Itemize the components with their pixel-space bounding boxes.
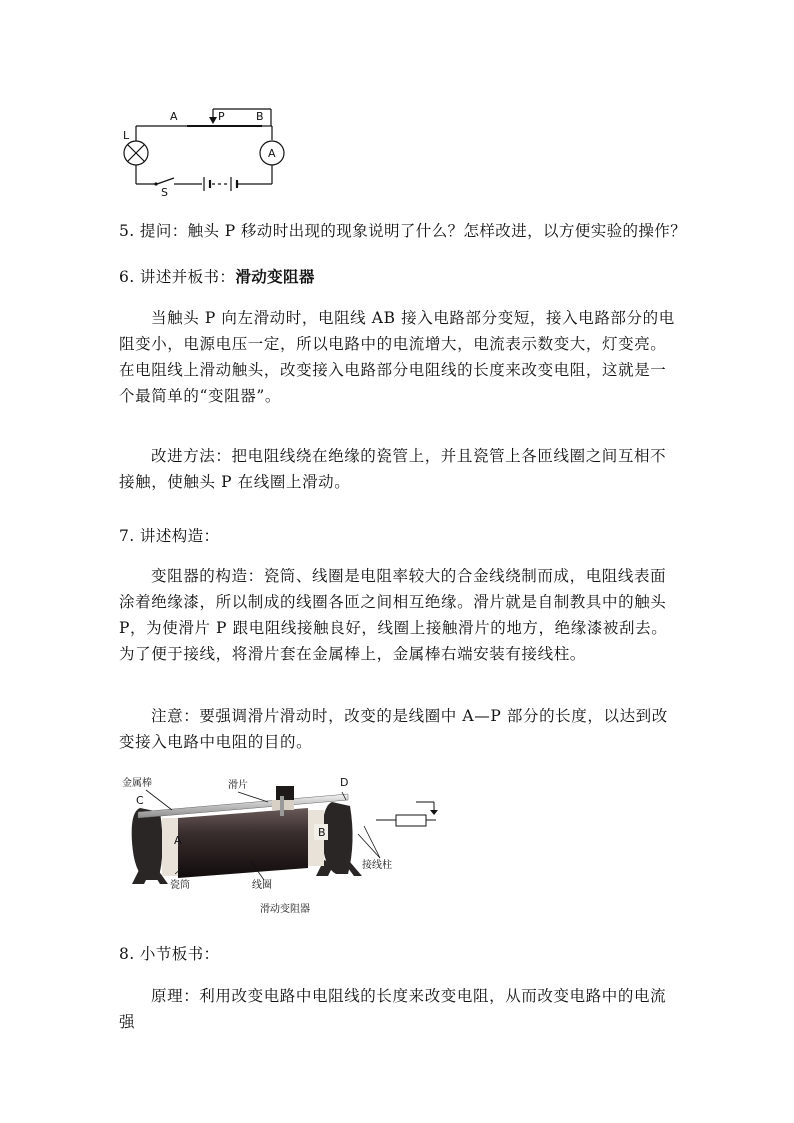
end-a-label: A xyxy=(174,834,182,847)
item-6-heading: 滑动变阻器 xyxy=(235,267,315,286)
slider-label: 滑片 xyxy=(228,780,248,791)
coil-label: 线圈 xyxy=(252,880,272,891)
tube-label: 瓷筒 xyxy=(170,880,190,891)
paragraph-1 xyxy=(119,305,679,409)
terminal-c-label: C xyxy=(136,794,144,807)
rheostat-figure xyxy=(118,772,438,918)
rod-label: 金属棒 xyxy=(122,778,152,789)
paragraph-1-text: 当触头 P 向左滑动时，电阻线 AB 接入电路部分变短，接入电路部分的电阻变小，电源电压一定，所以电路中的电流增大，电流表示数变大，灯变亮。在电阻线上滑动触头，改变接入电路部分电阻线的长度来改变电阻，这就是一个最简单的“变阻器”。 xyxy=(119,309,675,405)
paragraph-4 xyxy=(119,703,679,755)
paragraph-5 xyxy=(119,983,679,1035)
paragraph-3-text: 变阻器的构造：瓷筒、线圈是电阻率较大的合金线绕制而成，电阻线表面涂着绝缘漆，所以制成的线圈各匝之间相互绝缘。滑片就是自制教具中的触头 P，为使滑片 P 跟电阻线接触良好，线圈上接触滑片的地方，绝缘漆被刮去。为了便于接线，将滑片套在金属棒上，金属棒右端安装有接线柱。 xyxy=(119,567,668,663)
figure-caption: 滑动变阻器 xyxy=(260,904,310,915)
paragraph-4-text: 注意：要强调滑片滑动时，改变的是线圈中 A—P 部分的长度，以达到改变接入电路中电阻的目的。 xyxy=(119,707,668,751)
item-6-prefix: 6. 讲述并板书： xyxy=(119,268,236,286)
label-S: S xyxy=(161,186,168,199)
paragraph-2-text: 改进方法：把电阻线绕在绝缘的瓷管上，并且瓷管上各匝线圈之间互相不接触，使触头 P 在线圈上滑动。 xyxy=(119,447,667,491)
ammeter-label: A xyxy=(268,147,276,160)
item-8: 8. 小节板书： xyxy=(119,945,220,963)
terminal-d-label: D xyxy=(340,776,349,789)
paragraph-5-text: 原理：利用改变电路中电阻线的长度来改变电阻，从而改变电路中的电流强 xyxy=(119,987,667,1031)
circuit-diagram xyxy=(112,108,297,200)
label-L: L xyxy=(123,129,130,142)
item-6 xyxy=(119,265,315,287)
item-7: 7. 讲述构造： xyxy=(119,527,220,545)
paragraph-3 xyxy=(119,563,679,667)
end-b-label: B xyxy=(318,826,326,839)
label-P: P xyxy=(218,110,225,123)
paragraph-2 xyxy=(119,443,679,495)
label-B: B xyxy=(256,110,264,123)
label-A: A xyxy=(170,110,178,123)
item-5: 5. 提问：触头 P 移动时出现的现象说明了什么？怎样改进，以方便实验的操作？ xyxy=(119,222,687,240)
terminal-label: 接线柱 xyxy=(362,860,392,871)
